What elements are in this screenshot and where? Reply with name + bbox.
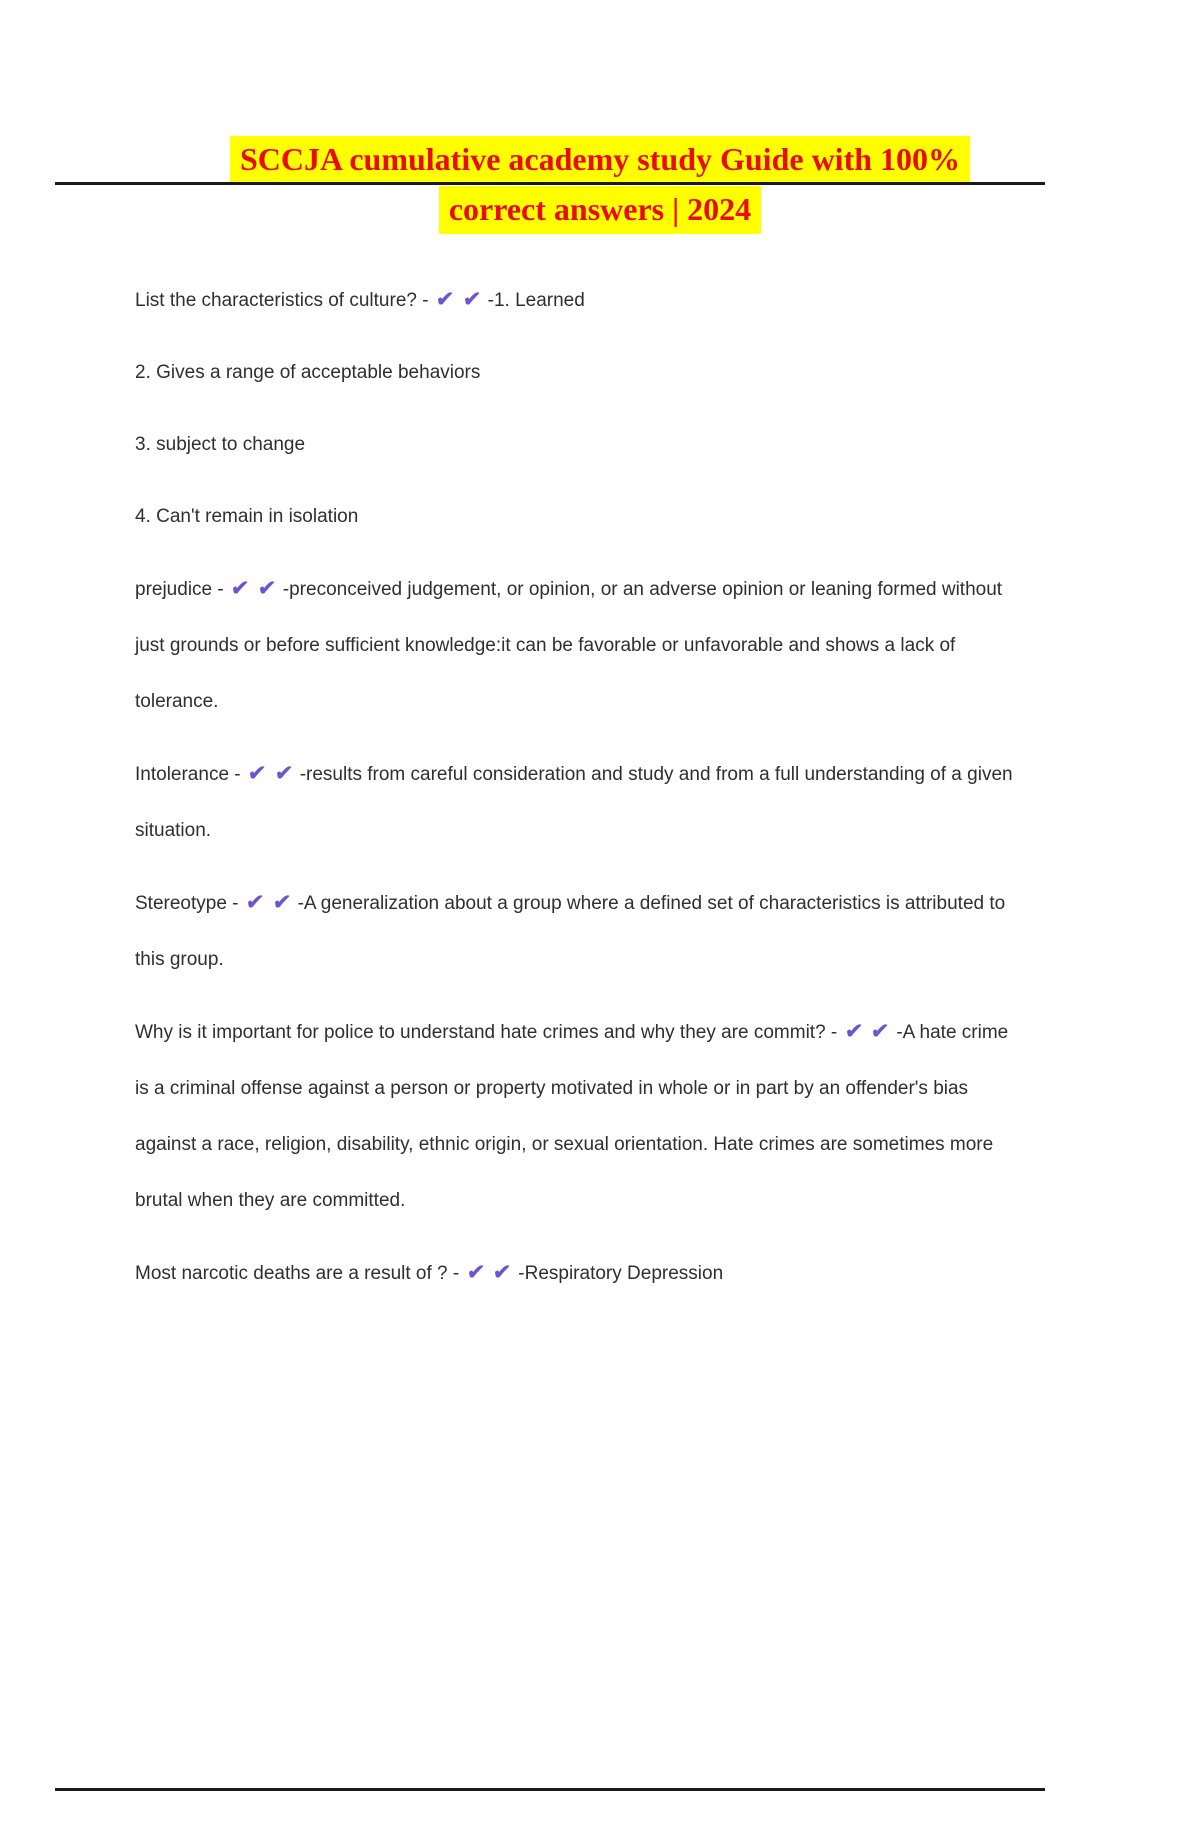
checkmark-icon: ✔ [271, 891, 292, 914]
qa-item [135, 345, 1015, 401]
qa-item [135, 417, 1015, 473]
checkmark-icon: ✔ [461, 288, 482, 311]
checkmark-icon: ✔ [843, 1020, 864, 1043]
qa-item [135, 489, 1015, 545]
qa-item [135, 875, 1015, 988]
bottom-rule [55, 1788, 1045, 1791]
checkmark-icon: ✔ [256, 577, 277, 600]
checkmark-icon: ✔ [492, 1261, 513, 1284]
checkmark-icon: ✔ [273, 762, 294, 785]
question-text: Why is it important for police to understand hate crimes and why they are commit? - [135, 1022, 838, 1043]
page-title [0, 136, 1200, 236]
answer-text: -1. Learned [487, 290, 585, 311]
page-title-line2: correct answers | 2024 [439, 186, 761, 234]
checkmark-icon: ✔ [246, 762, 267, 785]
answer-text: -results from careful consideration and study and from a full understanding of a given situation. [135, 764, 1013, 841]
checkmark-icon: ✔ [244, 891, 265, 914]
checkmark-icon: ✔ [434, 288, 455, 311]
question-text: 2. Gives a range of acceptable behaviors [135, 362, 481, 383]
answer-text: -A hate crime is a criminal offense against a person or property motivated in whole or in part by an offender's bias against a race, religion, disability, ethnic origin, or sexual orientation. Hate crimes are sometimes more brutal when they are committed. [135, 1022, 1009, 1211]
checkmarks [843, 1022, 892, 1043]
checkmark-icon: ✔ [229, 577, 250, 600]
checkmarks [246, 764, 295, 785]
qa-item [135, 746, 1015, 859]
checkmark-icon: ✔ [465, 1261, 486, 1284]
checkmarks [229, 579, 278, 600]
question-text: Intolerance - [135, 764, 241, 785]
qa-item [135, 561, 1015, 730]
checkmarks [244, 893, 293, 914]
top-rule [55, 182, 1045, 185]
question-text: prejudice - [135, 579, 224, 600]
qa-item [135, 272, 1015, 329]
question-text: 3. subject to change [135, 434, 306, 455]
checkmarks [434, 290, 483, 311]
question-text: 4. Can't remain in isolation [135, 506, 359, 527]
answer-text: -A generalization about a group where a defined set of characteristics is attributed to this group. [135, 893, 1006, 970]
answer-text: -preconceived judgement, or opinion, or an adverse opinion or leaning formed without just grounds or before sufficient knowledge:it can be favorable or unfavorable and shows a lack of tolerance. [135, 579, 1003, 712]
checkmarks [465, 1263, 514, 1284]
qa-item [135, 1245, 1015, 1302]
answer-text: -Respiratory Depression [518, 1263, 724, 1284]
question-text: Stereotype - [135, 893, 239, 914]
page-title-line1: SCCJA cumulative academy study Guide with 100% [230, 136, 970, 184]
question-text: Most narcotic deaths are a result of ? - [135, 1263, 460, 1284]
question-text: List the characteristics of culture? - [135, 290, 429, 311]
checkmark-icon: ✔ [870, 1020, 891, 1043]
qa-list [135, 272, 1015, 1302]
qa-item [135, 1004, 1015, 1229]
